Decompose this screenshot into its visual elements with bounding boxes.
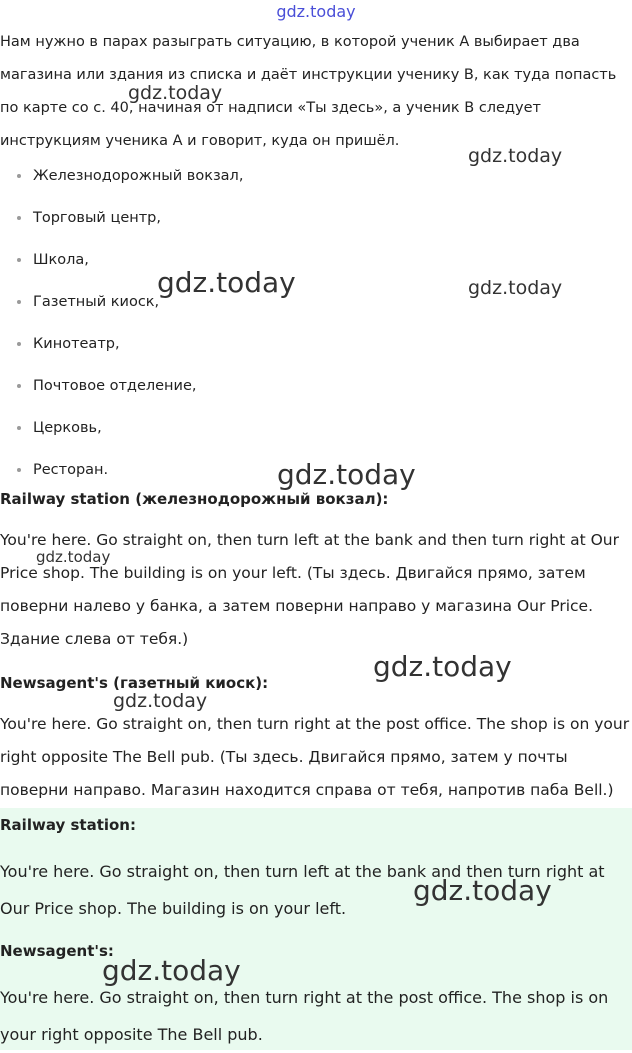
list-item-label: Кинотеатр, (33, 336, 120, 352)
task-intro: Нам нужно в парах разыграть ситуацию, в которой ученик А выбирает два магазина или здания из списка и даёт инструкции ученику В, как туда попасть по карте со с. 40, начиная от надписи «Ты здесь», а ученик В следует инструкциям ученика А и говорит, куда он пришёл. (0, 34, 617, 149)
list-item (0, 239, 600, 281)
watermark: gdz.today (157, 266, 296, 299)
watermark: gdz.today (102, 954, 241, 987)
places-list (0, 155, 600, 491)
list-item-label: Школа, (33, 252, 89, 268)
list-item (0, 155, 600, 197)
list-item-label: Газетный киоск, (33, 294, 160, 310)
list-item (0, 407, 600, 449)
watermark: gdz.today (413, 874, 552, 907)
list-item (0, 197, 600, 239)
watermark: gdz.today (373, 650, 512, 683)
watermark: gdz.today (468, 277, 563, 299)
watermark: gdz.today (277, 458, 416, 491)
list-item (0, 323, 600, 365)
bullet-icon (17, 468, 21, 472)
watermark: gdz.today (36, 548, 111, 566)
list-item (0, 365, 600, 407)
answer-newsagent-heading: Newsagent's: (0, 942, 114, 960)
list-item-label: Ресторан. (33, 462, 109, 478)
watermark: gdz.today (468, 145, 563, 167)
list-item-label: Железнодорожный вокзал, (33, 168, 244, 184)
list-item-label: Торговый центр, (33, 210, 161, 226)
bullet-icon (17, 342, 21, 346)
bullet-icon (17, 426, 21, 430)
newsagent-text: You're here. Go straight on, then turn right at the post office. The shop is on your right opposite The Bell pub. (Ты здесь. Двигайся прямо, затем у почты поверни направо. Магазин находится справа от тебя, напротив паба Bell.) (0, 715, 630, 799)
list-item (0, 449, 600, 491)
answer-railway-text: You're here. Go straight on, then turn left at the bank and then turn right at Our Price shop. The building is on your left. (0, 862, 605, 918)
bullet-icon (17, 174, 21, 178)
newsagent-heading: Newsagent's (газетный киоск): (0, 674, 269, 692)
railway-heading: Railway station (железнодорожный вокзал): (0, 490, 389, 508)
bullet-icon (17, 384, 21, 388)
site-logo[interactable]: gdz.today (276, 2, 356, 21)
bullet-icon (17, 300, 21, 304)
list-item-label: Церковь, (33, 420, 102, 436)
bullet-icon (17, 258, 21, 262)
watermark: gdz.today (113, 690, 208, 712)
railway-text: You're here. Go straight on, then turn left at the bank and then turn right at Our Price shop. The building is on your left. (Ты здесь. Двигайся прямо, затем поверни налево у банка, а затем поверни направо у магазина Our Price. Здание слева от тебя.) (0, 531, 620, 648)
list-item-label: Почтовое отделение, (33, 378, 197, 394)
watermark: gdz.today (128, 82, 223, 104)
answer-railway-heading: Railway station: (0, 816, 136, 834)
list-item (0, 281, 600, 323)
answer-newsagent-text: You're here. Go straight on, then turn right at the post office. The shop is on your right opposite The Bell pub. (0, 988, 609, 1044)
bullet-icon (17, 216, 21, 220)
